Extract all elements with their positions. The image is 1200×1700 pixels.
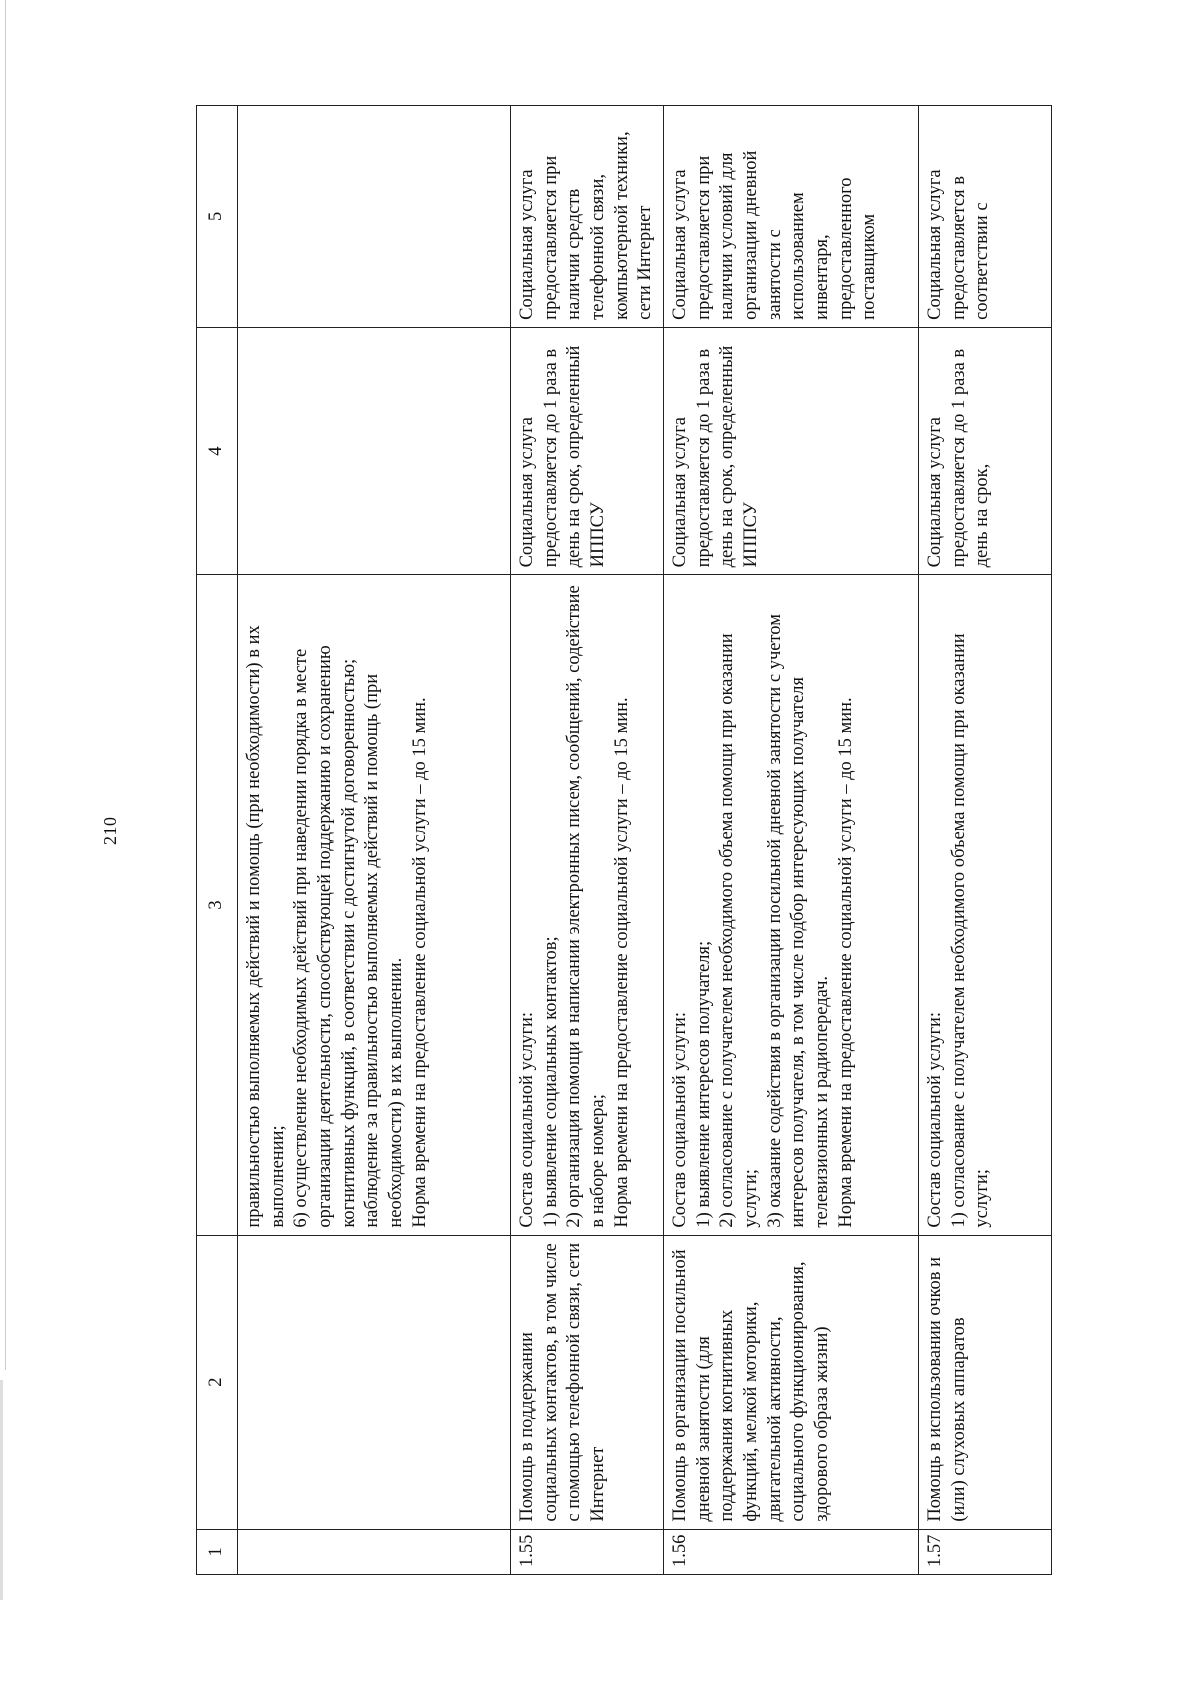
content-line: Норма времени на предоставление социальной услуги – до 15 мин. [835, 697, 856, 1228]
content-line: 2) согласование с получателем необходимого объема помощи при оказании услуги; [717, 633, 762, 1228]
table-row [238, 106, 511, 1575]
service-frequency-cell [238, 327, 511, 575]
content-line: 2) организация помощи в написании электронных писем, сообщений, содействие в наборе номера; [564, 585, 609, 1228]
page-number: 210 [100, 816, 120, 845]
service-name-cell: Помощь в поддержании социальных контактов, в том числе с помощью телефонной связи, сети Интернет [511, 1235, 664, 1529]
table-row [919, 106, 1052, 1575]
service-content-cell [664, 575, 919, 1235]
header-cell: 4 [197, 327, 238, 575]
service-conditions-cell: Социальная услуга предоставляется в соответствии с [919, 106, 1052, 328]
scan-edge-line [5, 0, 6, 1370]
service-conditions-cell: Социальная услуга предоставляется при наличии средств телефонной связи, компьютерной техники, сети Интернет [511, 106, 664, 328]
header-cell: 2 [197, 1235, 238, 1529]
content-line: 1) выявление интересов получателя; [693, 940, 714, 1228]
table-row [511, 106, 664, 1575]
content-line: 6) осуществление необходимых действий при наведении порядка в месте организации деятельности, способствующей поддержанию и сохранению когнитивных функций, в соответствии с достигнутой договоренностью; наблюдение за правильностью выполняемых действий и помощь (при необходимости) в их выполнении. [291, 645, 407, 1228]
content-line: Норма времени на предоставление социальной услуги – до 15 мин. [409, 697, 430, 1228]
header-cell: 5 [197, 106, 238, 328]
content-line: правильностью выполняемых действий и помощь (при необходимости) в их выполнении; [244, 625, 288, 1228]
service-name-cell [238, 1235, 511, 1529]
service-number-cell [238, 1529, 511, 1574]
service-number-cell: 1.56 [664, 1529, 919, 1574]
content-line: 1) согласование с получателем необходимого объема помощи при оказании услуги; [948, 633, 993, 1228]
header-cell: 1 [197, 1529, 238, 1574]
service-conditions-cell: Социальная услуга предоставляется при наличии условий для организации дневной занятости с использованием инвентаря, предоставленного поставщиком [664, 106, 919, 328]
table-row [664, 106, 919, 1575]
content-line: Состав социальной услуги: [925, 1011, 946, 1228]
table-header-row [197, 106, 238, 1575]
service-name-cell: Помощь в использовании очков и (или) слуховых аппаратов [919, 1235, 1052, 1529]
content-line: Норма времени на предоставление социальной услуги – до 15 мин. [611, 697, 632, 1228]
service-frequency-cell: Социальная услуга предоставляется до 1 раза в день на срок, [919, 327, 1052, 575]
service-content-cell [238, 575, 511, 1235]
service-frequency-cell: Социальная услуга предоставляется до 1 раза в день на срок, определенный ИППСУ [664, 327, 919, 575]
scan-edge-line [0, 1380, 3, 1600]
header-cell: 3 [197, 575, 238, 1235]
services-table-sheet [196, 105, 1122, 1575]
service-content-cell [919, 575, 1052, 1235]
content-line: Состав социальной услуги: [517, 1011, 537, 1228]
services-table [196, 105, 1052, 1575]
content-line: 3) оказание содействия в организации посильной дневной занятости с учетом интересов получателя, в том числе подбор интересующих получателя телевизионных и радиопередач. [764, 614, 833, 1228]
service-content-cell [511, 575, 664, 1235]
service-conditions-cell [238, 106, 511, 328]
service-number-cell: 1.55 [511, 1529, 664, 1574]
service-name-cell: Помощь в организации посильной дневной занятости (для поддержания когнитивных функций, мелкой моторики, двигательной активности, социального функционирования, здорового образа жизни) [664, 1235, 919, 1529]
content-line: 1) выявление социальных контактов; [540, 936, 561, 1228]
service-number-cell: 1.57 [919, 1529, 1052, 1574]
content-line: Состав социальной услуги: [670, 1011, 691, 1228]
service-frequency-cell: Социальная услуга предоставляется до 1 раза в день на срок, определенный ИППСУ [511, 327, 664, 575]
